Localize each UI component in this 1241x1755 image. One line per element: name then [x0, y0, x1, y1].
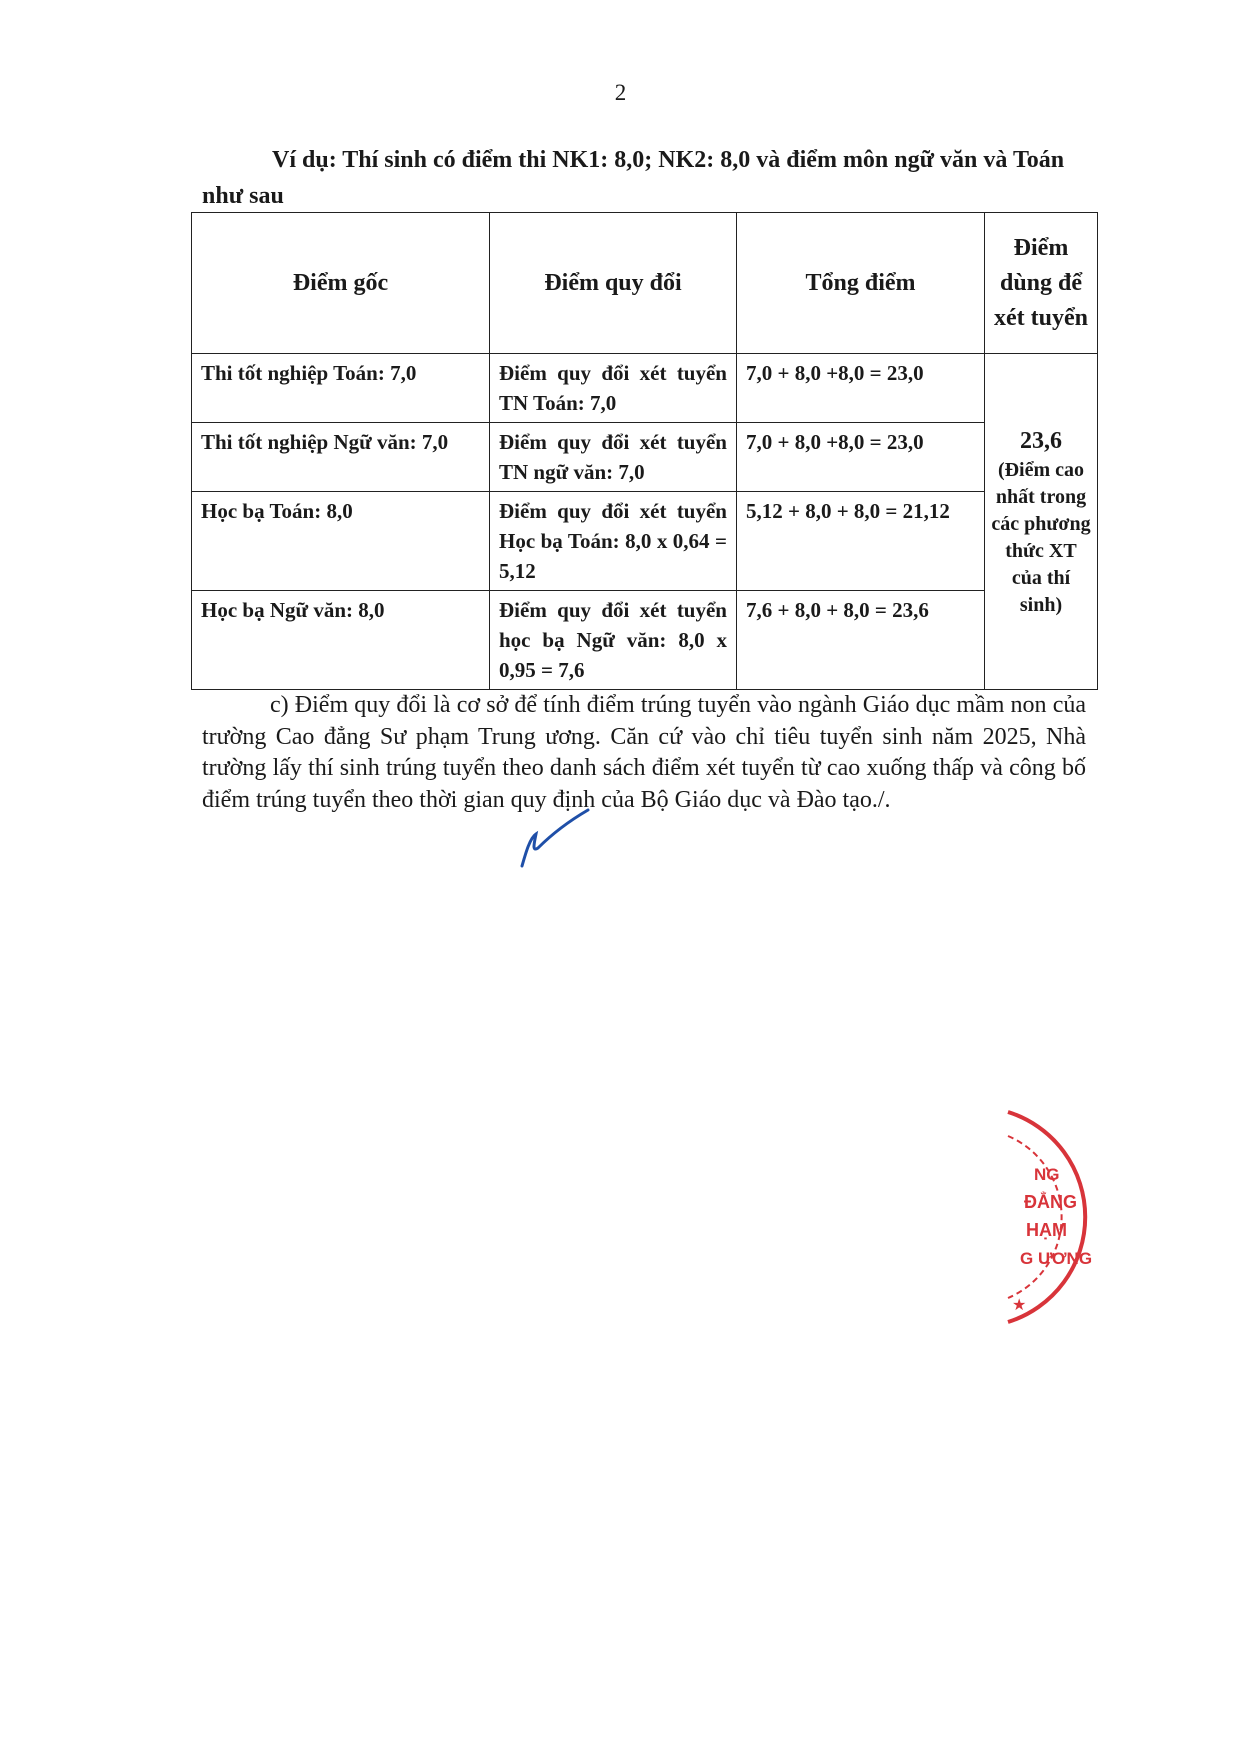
table-row: [192, 591, 1098, 690]
seal-star-icon: ★: [1012, 1297, 1027, 1314]
seal-text-line: ĐẲNG: [1024, 1192, 1077, 1212]
cell-total: 7,6 + 8,0 + 8,0 = 23,6: [737, 591, 985, 690]
score-table: [191, 212, 1098, 690]
cell-converted: Điểm quy đổi xét tuyển Học bạ Toán: 8,0 x 0,64 = 5,12: [490, 492, 737, 591]
seal-text-line: HẠM: [1026, 1220, 1067, 1240]
seal-ring-outer: [1008, 1112, 1085, 1322]
cell-total: 7,0 + 8,0 +8,0 = 23,0: [737, 354, 985, 423]
seal-text-line: G ƯƠNG: [1020, 1249, 1093, 1268]
cell-original: Học bạ Ngữ văn: 8,0: [192, 591, 490, 690]
cell-original: Học bạ Toán: 8,0: [192, 492, 490, 591]
signature-stroke: [522, 810, 588, 866]
seal-ring-inner: [1008, 1136, 1062, 1298]
header-admission-score: Điểm dùng để xét tuyển: [985, 213, 1098, 354]
header-total-score: Tổng điểm: [737, 213, 985, 354]
cell-converted: Điểm quy đổi xét tuyển TN ngữ văn: 7,0: [490, 423, 737, 492]
cell-total: 5,12 + 8,0 + 8,0 = 21,12: [737, 492, 985, 591]
table-row: [192, 423, 1098, 492]
seal-text-line: NG: [1034, 1165, 1060, 1184]
table-row: [192, 492, 1098, 591]
final-score-value: 23,6: [1020, 427, 1062, 454]
header-original-score: Điểm gốc: [192, 213, 490, 354]
cell-original: Thi tốt nghiệp Toán: 7,0: [192, 354, 490, 423]
page-number: 2: [614, 80, 627, 105]
paragraph-c-text: c) Điểm quy đổi là cơ sở để tính điểm trúng tuyển vào ngành Giáo dục mầm non của trường Cao đẳng Sư phạm Trung ương. Căn cứ vào chỉ tiêu tuyển sinh năm 2025, Nhà trường lấy thí sinh trúng tuyển theo danh sách điểm xét tuyển từ cao xuống thấp và công bố điểm trúng tuyển theo thời gian quy định của Bộ Giáo dục và Đào tạo./.: [202, 692, 1086, 813]
cell-total: 7,0 + 8,0 +8,0 = 23,0: [737, 423, 985, 492]
example-heading-text: Ví dụ: Thí sinh có điểm thi NK1: 8,0; NK2: 8,0 và điểm môn ngữ văn và Toán như sau: [202, 147, 1065, 209]
table-row: [192, 354, 1098, 423]
cell-original: Thi tốt nghiệp Ngữ văn: 7,0: [192, 423, 490, 492]
cell-converted: Điểm quy đổi xét tuyển TN Toán: 7,0: [490, 354, 737, 423]
paragraph-c: [202, 690, 1086, 816]
example-heading: [202, 142, 1084, 214]
table-header-row: [192, 213, 1098, 354]
final-score-note: (Điểm cao nhất trong các phương thức XT của thí sinh): [991, 458, 1091, 616]
official-seal: [998, 1108, 1138, 1328]
signature-mark: [512, 808, 592, 870]
cell-converted: Điểm quy đổi xét tuyển học bạ Ngữ văn: 8,0 x 0,95 = 7,6: [490, 591, 737, 690]
header-converted-score: Điểm quy đổi: [490, 213, 737, 354]
final-score-cell: [985, 354, 1098, 690]
